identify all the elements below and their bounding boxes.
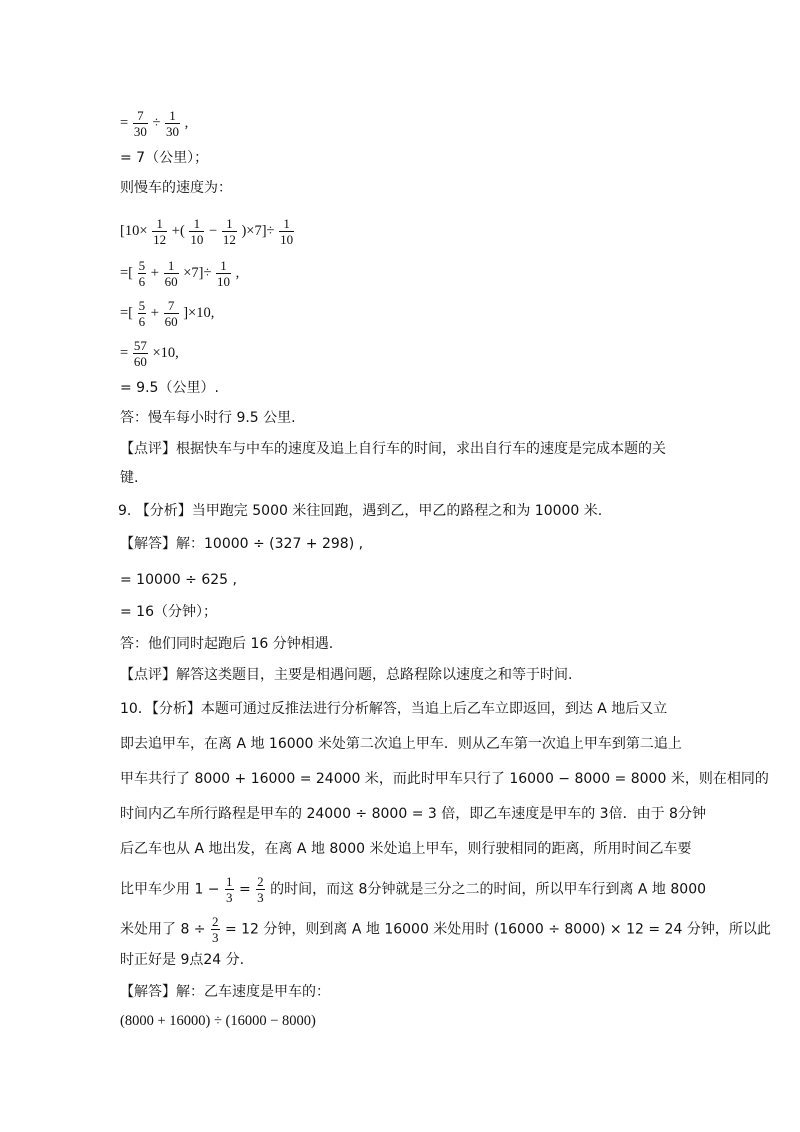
problem-10-analysis-7: 米处用了 8 ÷ $\frac{2}{3}$ = 12 分钟，则到离 A 地 16000 米处用时 (16000 ÷ 8000) × 12 = 24 分钟，所以此 — [120, 914, 771, 945]
comment-line-11: 键. — [120, 470, 139, 486]
problem-10-analysis-8: 时正好是 9点24 分. — [120, 952, 245, 968]
fraction: $\frac{5}{6}$ — [138, 298, 146, 329]
problem-9-step-1: = 10000 ÷ 625 , — [120, 572, 237, 588]
problem-9-answer: 答：他们同时起跑后 16 分钟相遇. — [120, 636, 334, 652]
problem-9-solution: 【解答】解：10000 ÷ (327 + 298) , — [120, 536, 364, 552]
fraction: $\frac{5}{6}$ — [138, 258, 146, 289]
fraction: $\frac{7}{60}$ — [164, 298, 178, 329]
fraction: $\frac{1}{12}$ — [153, 216, 167, 247]
fraction: $\frac{1}{10}$ — [190, 216, 204, 247]
problem-10-analysis-6: 比甲车少用 1 − $\frac{1}{3}$ = $\frac{2}{3}$ 的时间，而这 8分钟就是三分之二的时间，所以甲车行到离 A 地 8000 — [120, 874, 707, 905]
problem-10-analysis-3: 甲车共行了 8000 + 16000 = 24000 米，而此时甲车只行了 16000 − 8000 = 8000 米，则在相同的 — [120, 771, 769, 787]
problem-10-analysis-2: 即去追甲车，在离 A 地 16000 米处第二次追上甲车．则从乙车第一次追上甲车到第二追上 — [120, 736, 682, 752]
fraction: $\frac{1}{3}$ — [226, 874, 233, 905]
equation-line-6: =[ $\frac{5}{6}$ + $\frac{7}{60}$ ]×10, — [120, 298, 215, 329]
fraction: $\frac{1}{10}$ — [217, 258, 231, 289]
text-line-3: 则慢车的速度为： — [120, 180, 232, 196]
answer-line-9: 答：慢车每小时行 9.5 公里. — [120, 410, 296, 426]
problem-9-step-2: = 16（分钟）； — [120, 604, 217, 620]
problem-9-analysis: 9. 【分析】当甲跑完 5000 米往回跑，遇到乙，甲乙的路程之和为 10000 米. — [118, 503, 603, 519]
equation-line-4: [10× $\frac{1}{12}$ +( $\frac{1}{10}$ − $\frac{1}{12}$ )×7]÷ $\frac{1}{10}$ — [120, 216, 294, 247]
fraction: $\frac{2}{3}$ — [212, 914, 219, 945]
text-line-8: = 9.5（公里）. — [120, 380, 219, 396]
problem-9-comment: 【点评】解答这类题目，主要是相遇问题，总路程除以速度之和等于时间. — [120, 667, 573, 683]
problem-10-analysis-4: 时间内乙车所行路程是甲车的 24000 ÷ 8000 = 3 倍，即乙车速度是甲车的 3倍．由于 8分钟 — [120, 806, 706, 822]
problem-10-solution: 【解答】解：乙车速度是甲车的： — [120, 984, 330, 1000]
problem-10-analysis-1: 10．【分析】本题可通过反推法进行分析解答，当追上后乙车立即返回，到达 A 地后又立 — [120, 701, 668, 717]
equation-line-1: = $\frac{7}{30}$ ÷ $\frac{1}{30}$ , — [120, 108, 189, 139]
fraction: $\frac{1}{60}$ — [164, 258, 178, 289]
equation-line-7: = $\frac{57}{60}$ ×10, — [120, 338, 179, 369]
fraction: $\frac{57}{60}$ — [133, 338, 147, 369]
comment-line-10: 【点评】根据快车与中车的速度及追上自行车的时间，求出自行车的速度是完成本题的关 — [120, 441, 666, 457]
equation-line-5: =[ $\frac{5}{6}$ + $\frac{1}{60}$ ×7]÷ $\frac{1}{10}$ , — [120, 258, 240, 289]
fraction: $\frac{1}{12}$ — [222, 216, 236, 247]
problem-10-step-1: (8000 + 16000) ÷ (16000 − 8000) — [120, 1013, 316, 1029]
problem-10-analysis-5: 后乙车也从 A 地出发，在离 A 地 8000 米处追上甲车，则行驶相同的距离，所用时间乙车要 — [120, 841, 692, 857]
fraction: $\frac{2}{3}$ — [257, 874, 264, 905]
fraction: $\frac{7}{30}$ — [133, 108, 147, 139]
fraction: $\frac{1}{10}$ — [280, 216, 294, 247]
fraction: $\frac{1}{30}$ — [166, 108, 180, 139]
text-line-2: = 7（公里）； — [120, 150, 209, 166]
